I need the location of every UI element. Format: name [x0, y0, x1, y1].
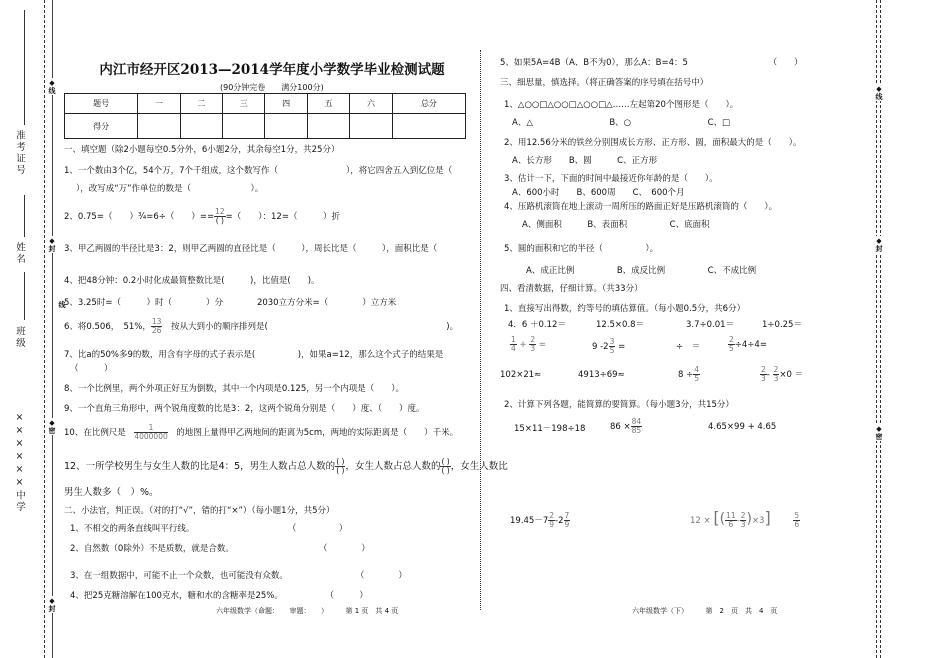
- bracket-open: [: [713, 508, 720, 527]
- score-header: 一: [138, 94, 180, 114]
- fraction-numerator: 13: [151, 317, 162, 326]
- seal-mark: ◆封: [48, 237, 56, 252]
- choice-5: 5、圆的面积和它的半径（ ）。: [504, 244, 659, 254]
- choice-5-options: A、成正比例 B、成反比例 C、不成比例: [526, 266, 757, 276]
- question-12-text-mid: ，女生人数占总人数的: [345, 461, 441, 472]
- expression-4: 19.45－7 $\frac{2}{9}$ -2 $\frac{7}{9}$: [510, 511, 570, 529]
- calc-op: ×0 ＝: [779, 370, 804, 380]
- exam-title: 内江市经开区2013—2014学年度小学数学毕业检测试题: [99, 62, 445, 78]
- calc-item-fraction-add: $\frac{1}{4}$ + $\frac{2}{3}$ =: [511, 335, 546, 353]
- calc-item: 1÷0.25＝: [762, 320, 802, 330]
- question-6: [64, 318, 458, 335]
- page-divider: [480, 50, 481, 610]
- score-row-label: 得分: [65, 114, 138, 139]
- section-1-heading: 一、填空题（除2小题每空0.5分外，6小题2分，其余每空1分，共25分）: [64, 145, 340, 155]
- question-8: 8、一个比例里，两个外项正好互为倒数，其中一个内项是0.125，另一个内项是（ ）。: [64, 384, 404, 394]
- calc-op: 8 ÷: [678, 370, 694, 380]
- calc-item: 4913÷69≈: [578, 370, 625, 380]
- judge-3: 3、在一组数据中，可能不止一个众数，也可能没有众数。 （ ）: [70, 571, 407, 581]
- question-9: 9、一个直角三角形中，两个锐角度数的比是3：2，这两个锐角分别是（ ）度、（ ）度。: [64, 404, 425, 414]
- fraction-denominator: ( ): [215, 216, 224, 225]
- calc-item-fraction-div: [728, 336, 767, 353]
- fraction-denominator: ( ): [441, 466, 450, 475]
- name-label: 姓名: [14, 242, 25, 265]
- calc-item-divide: ÷ ＝: [676, 342, 701, 352]
- question-12: [64, 458, 508, 475]
- score-cell[interactable]: [180, 114, 222, 139]
- fraction: $\frac{2}{3}$: [740, 511, 746, 529]
- fraction: $\frac{1}{4}$: [511, 335, 516, 353]
- score-table-score-row: [65, 114, 466, 139]
- question-2-text-end: =（ ）：12=（ ）折: [225, 212, 340, 222]
- fraction: [631, 418, 643, 435]
- score-header: 五: [307, 94, 349, 114]
- fraction: $\frac{3}{5}$: [609, 337, 615, 355]
- choice-3-options: A、600小时 B、600周 C、 600个月: [512, 188, 685, 198]
- section-2-heading: 二、小法官，判正误。（对的打“√”，错的打“×”）（每小题1分，共5分）: [64, 506, 335, 516]
- judge-4: 4、把25克糖溶解在100克水，糖和水的含糖率是25%。 （ ）: [70, 591, 368, 601]
- calc-op: 9 -2: [592, 342, 609, 352]
- judge-1: 1、不相交的两条直线叫平行线。 （ ）: [70, 524, 348, 534]
- question-2: [64, 208, 340, 225]
- score-header: 总分: [392, 94, 465, 114]
- section-4-heading: 四、看清数据，仔细计算。（共33分）: [500, 284, 643, 294]
- calc-item: 102×21≈: [500, 370, 542, 380]
- score-cell[interactable]: [223, 114, 265, 139]
- score-header: 二: [180, 94, 222, 114]
- question-12-continued: 男生人数多（ ）%。: [64, 487, 159, 498]
- calc-item: 3.7÷0.01＝: [686, 320, 735, 330]
- seal-mark: 线: [58, 301, 66, 308]
- question-10: [64, 424, 458, 441]
- question-6-text-end: 按从大到小的顺序排列是( )。: [170, 322, 459, 332]
- expression-2: [610, 418, 642, 435]
- choice-1-options: A、△ B、○ C、□: [512, 118, 731, 128]
- choice-4-options: A、侧面积 B、表面积 C、底面积: [522, 220, 710, 230]
- question-12-text: 12、一所学校男生与女生人数的比是4：5，男生人数占总人数的: [64, 461, 336, 472]
- question-6-text: 6、将0.506， 51%，: [64, 322, 151, 332]
- choice-4: 4、压路机滚筒在地上滚动一周所压的路面正好是压路机滚筒的（ ）。: [504, 202, 778, 212]
- question-4: 4、把48分钟：0.2小时化成最简整数比是( )，比值是( )。: [64, 276, 320, 286]
- expression-1: 15×11－198÷18: [514, 424, 586, 434]
- fraction-numerator: 84: [631, 417, 642, 426]
- fraction: $\frac{2}{3}$: [761, 365, 766, 383]
- score-header: 六: [350, 94, 392, 114]
- score-table: [64, 93, 466, 139]
- calc-op: +: [519, 340, 527, 350]
- question-12-text-end: ，女生人数比: [450, 461, 508, 472]
- score-cell[interactable]: [138, 114, 180, 139]
- question-12-fraction-2: [440, 458, 450, 475]
- seal-mark: ◆线: [48, 79, 56, 94]
- binding-dashed-line: [44, 0, 45, 658]
- fraction-numerator: 12: [215, 207, 225, 216]
- calc-item: 4．6 ＋0.12＝: [508, 320, 566, 330]
- question-10-text: 10、在比例尺是: [64, 428, 126, 438]
- question-3: 3、甲乙两圆的半径比是3：2，则甲乙两圆的直径比是（ ），周长比是（ ），面积比是（: [64, 244, 438, 254]
- fraction-denominator: 85: [631, 426, 642, 435]
- expression-2-text: 86 ×: [610, 422, 631, 432]
- fraction-numerator: ( ): [441, 457, 450, 466]
- choice-3: 3、估计一下，下面的时间中最接近你年龄的是（ ）。: [504, 174, 718, 184]
- question-2-text: 2、0.75=（ ）¾=6÷（ ）==: [64, 212, 215, 222]
- fraction: $\frac{4}{5}$: [694, 365, 700, 383]
- choice-2: 2、用12.56分米的铁丝分别围成长方形、正方形、圆，面积最大的是（ ）。: [504, 138, 802, 148]
- choice-2-options: A、长方形 B、圆 C、正方形: [512, 156, 658, 166]
- score-cell[interactable]: [307, 114, 349, 139]
- calc-op: -: [766, 370, 773, 380]
- score-cell[interactable]: [350, 114, 392, 139]
- footer-page-2: 六年级数学（下） 第 2 页 共 4 页: [632, 607, 778, 615]
- fraction: $\frac{7}{9}$: [564, 511, 570, 529]
- class-label: 班级: [14, 326, 25, 349]
- question-5: 5、3.25时=（ ）时（ ）分 2030立方分米=（ ）立方米: [64, 298, 397, 308]
- fraction: $\frac{5}{6}$: [794, 511, 800, 529]
- seal-mark: ◆密: [875, 425, 883, 440]
- judge-5: 5、如果5A=4B（A、B不为0），那么A：B=4：5 （ ）: [500, 58, 803, 68]
- seal-mark: ◆封: [875, 237, 883, 252]
- calc-item-fraction: [678, 366, 700, 383]
- question-7-continued: （ ）: [70, 364, 113, 374]
- score-table-header-row: [65, 94, 466, 114]
- expression-3: 4.65×99 + 4.65: [708, 422, 777, 432]
- choice-1: 1、△○○□△○○□△○○□△……左起第20个图形是（ ）。: [504, 100, 739, 110]
- name-line: [24, 195, 25, 237]
- calc-item: 12.5×0.8＝: [596, 320, 645, 330]
- fraction-numerator: ( ): [336, 457, 345, 466]
- fraction: $\frac{2}{9}$: [549, 511, 555, 529]
- question-7: 7、比a的50%多9的数，用含有字母的式子表示是( )，如果a=12，那么这个式子的结果是: [64, 350, 444, 360]
- calc-2-heading: 2、计算下列各题，能简算的要简算。（每小题3分，共15分）: [504, 400, 734, 410]
- seal-mark: ◆密: [48, 419, 56, 434]
- footer-page-1: 六年级数学（命题： 审题： ） 第 1 页 共 4 页: [216, 607, 399, 615]
- fraction-numerator: 1: [134, 424, 167, 433]
- binding-solid-line: [52, 0, 53, 658]
- score-cell[interactable]: [392, 114, 465, 139]
- exam-subtitle: (90分钟完卷 满分100分): [220, 83, 324, 92]
- question-12-fraction-1: [335, 458, 345, 475]
- class-line: [24, 272, 25, 320]
- calc-op: ÷4÷4=: [734, 340, 767, 350]
- school-label: ××××××中学: [14, 412, 25, 513]
- seal-mark: ◆封: [48, 597, 56, 612]
- exam-number-label: 准考证号: [14, 130, 25, 176]
- score-header: 题号: [65, 94, 138, 114]
- section-3-heading: 三、细思量，慎选择。（将正确答案的序号填在括号中）: [500, 78, 709, 88]
- exam-number-line: [24, 10, 25, 125]
- question-10-text-end: 的地图上量得甲乙两地间的距离为5cm，两地的实际距离是（ ）千米。: [176, 428, 459, 438]
- fraction: $\frac{2}{3}$: [530, 335, 536, 353]
- calc-item-fraction: [760, 366, 803, 383]
- expression-4-text: 19.45－7: [510, 516, 549, 526]
- fraction-denominator: ( ): [336, 466, 345, 475]
- question-10-fraction: [134, 424, 167, 441]
- seal-mark: ◆线: [875, 85, 883, 100]
- fraction: $\frac{11}{6}$: [726, 511, 736, 529]
- judge-2: 2、自然数（0除外）不是质数，就是合数。 （ ）: [70, 544, 370, 554]
- question-1-continued: ），改写成“万”作单位的数是（ ）。: [76, 184, 264, 194]
- score-cell[interactable]: [265, 114, 307, 139]
- question-2-fraction: [214, 208, 226, 225]
- score-header: 三: [223, 94, 265, 114]
- question-1: 1、一个数由3个亿，54个万，7个千组成，这个数写作（ ），将它四舍五入到亿位是（: [64, 166, 453, 176]
- score-header: 四: [265, 94, 307, 114]
- fraction: $\frac{2}{5}$: [729, 335, 734, 353]
- bracket-close: ]: [764, 508, 771, 527]
- fraction-denominator: 26: [151, 326, 162, 335]
- expression-5: 12 × [( $\frac{11}{6}$ - $\frac{2}{3}$ )×3] $\frac{5}{6}$: [690, 508, 800, 529]
- expression-5-text: 12 ×: [690, 516, 711, 526]
- fraction: $\frac{2}{3}$: [773, 365, 779, 383]
- expression-5-end: ×3: [751, 516, 765, 526]
- calc-item-mixed: 9 -2 $\frac{3}{5}$ =: [592, 337, 626, 355]
- calc-1-heading: 1、直接写出得数，约等号的填估算值。（每小题0.5分，共6分）: [504, 304, 746, 314]
- fraction-denominator: 4000000: [134, 432, 168, 441]
- question-6-fraction: [151, 318, 163, 335]
